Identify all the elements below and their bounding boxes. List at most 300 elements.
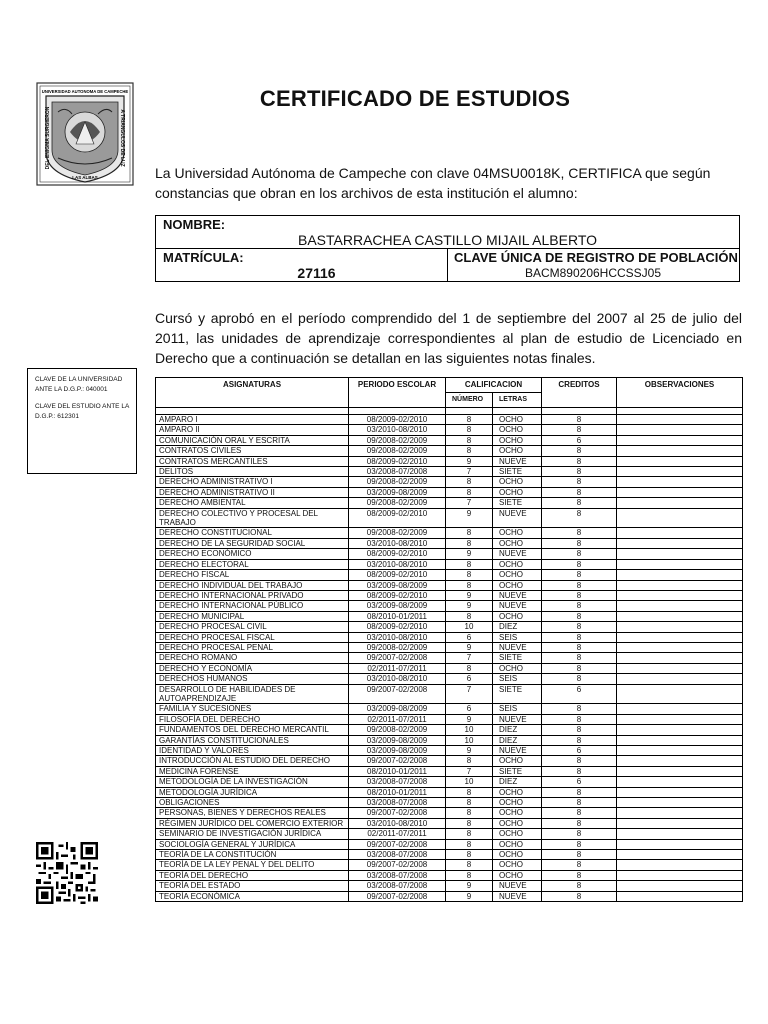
clave-estudio: CLAVE DEL ESTUDIO ANTE LA D.G.P.: 612301 xyxy=(35,403,129,420)
cell-numero: 9 xyxy=(446,508,493,528)
cell-periodo: 09/2007-02/2008 xyxy=(349,891,446,901)
header-observaciones: OBSERVACIONES xyxy=(617,378,743,408)
table-row xyxy=(156,684,743,704)
cell-periodo: 03/2008-07/2008 xyxy=(349,798,446,808)
cell-letras: NUEVE xyxy=(493,549,542,559)
cell-letras: OCHO xyxy=(493,860,542,870)
cell-letras: SIETE xyxy=(493,653,542,663)
cell-observaciones xyxy=(617,487,743,497)
cell-observaciones xyxy=(617,477,743,487)
cell-asignatura: COMUNICACIÓN ORAL Y ESCRITA xyxy=(156,435,349,445)
cell-periodo: 08/2010-01/2011 xyxy=(349,766,446,776)
cell-asignatura: DERECHO COLECTIVO Y PROCESAL DEL TRABAJO xyxy=(156,508,349,528)
cell-creditos: 8 xyxy=(542,735,617,745)
cell-observaciones xyxy=(617,446,743,456)
course-paragraph: Cursó y aprobó en el período comprendido del 1 de septiembre del 2007 al 25 de julio del 2011, las unidades de aprendizaje correspondientes al plan de estudio de Licenciado en Derecho que a continuación se detallan en las siguientes notas finales. xyxy=(155,310,742,366)
table-row xyxy=(156,808,743,818)
cell-letras: OCHO xyxy=(493,538,542,548)
cell-creditos: 8 xyxy=(542,601,617,611)
table-row xyxy=(156,725,743,735)
cell-numero: 8 xyxy=(446,808,493,818)
cell-asignatura: SOCIOLOGÍA GENERAL Y JURÍDICA xyxy=(156,839,349,849)
cell-letras: OCHO xyxy=(493,559,542,569)
cell-asignatura: DERECHOS HUMANOS xyxy=(156,674,349,684)
cell-numero: 8 xyxy=(446,870,493,880)
header-periodo: PERIODO ESCOLAR xyxy=(349,378,446,408)
cell-periodo: 03/2008-07/2008 xyxy=(349,870,446,880)
cell-letras: OCHO xyxy=(493,808,542,818)
cell-periodo: 03/2010-08/2010 xyxy=(349,559,446,569)
cell-creditos: 8 xyxy=(542,766,617,776)
cell-periodo: 08/2009-02/2010 xyxy=(349,622,446,632)
cell-creditos: 8 xyxy=(542,622,617,632)
matricula-value: 27116 xyxy=(297,265,336,281)
cell-numero: 9 xyxy=(446,549,493,559)
table-row xyxy=(156,891,743,901)
cell-asignatura: OBLIGACIONES xyxy=(156,798,349,808)
cell-numero: 8 xyxy=(446,829,493,839)
cell-periodo: 08/2009-02/2010 xyxy=(349,549,446,559)
cell-letras: OCHO xyxy=(493,850,542,860)
cell-observaciones xyxy=(617,601,743,611)
cell-numero: 7 xyxy=(446,653,493,663)
cell-creditos: 8 xyxy=(542,839,617,849)
table-row xyxy=(156,777,743,787)
cell-periodo: 02/2011-07/2011 xyxy=(349,829,446,839)
cell-creditos: 8 xyxy=(542,756,617,766)
table-row xyxy=(156,787,743,797)
cell-creditos: 8 xyxy=(542,570,617,580)
table-row xyxy=(156,580,743,590)
cell-letras: SEIS xyxy=(493,632,542,642)
cell-numero: 8 xyxy=(446,528,493,538)
cell-creditos: 8 xyxy=(542,787,617,797)
cell-periodo: 08/2010-01/2011 xyxy=(349,787,446,797)
cell-periodo: 02/2011-07/2011 xyxy=(349,663,446,673)
cell-numero: 9 xyxy=(446,456,493,466)
cell-periodo: 03/2008-07/2008 xyxy=(349,881,446,891)
cell-creditos: 8 xyxy=(542,456,617,466)
cell-letras: NUEVE xyxy=(493,590,542,600)
document-title: CERTIFICADO DE ESTUDIOS xyxy=(259,86,571,111)
cell-periodo: 09/2008-02/2009 xyxy=(349,725,446,735)
cell-numero: 8 xyxy=(446,756,493,766)
cell-asignatura: CONTRATOS MERCANTILES xyxy=(156,456,349,466)
table-row xyxy=(156,477,743,487)
cell-observaciones xyxy=(617,508,743,528)
cell-observaciones xyxy=(617,704,743,714)
table-row xyxy=(156,611,743,621)
cell-creditos: 8 xyxy=(542,642,617,652)
cell-letras: OCHO xyxy=(493,425,542,435)
cell-asignatura: RÉGIMEN JURÍDICO DEL COMERCIO EXTERIOR xyxy=(156,818,349,828)
clave-universidad: CLAVE DE LA UNIVERSIDAD ANTE LA D.G.P.: 040001 xyxy=(35,376,123,393)
cell-asignatura: TEORÍA DEL DERECHO xyxy=(156,870,349,880)
table-row xyxy=(156,714,743,724)
name-label: NOMBRE: xyxy=(163,217,226,232)
cell-observaciones xyxy=(617,777,743,787)
cell-asignatura: DERECHO ADMINISTRATIVO I xyxy=(156,477,349,487)
cell-creditos: 6 xyxy=(542,684,617,704)
cell-periodo: 09/2008-02/2009 xyxy=(349,477,446,487)
cell-numero: 6 xyxy=(446,674,493,684)
cell-numero: 8 xyxy=(446,487,493,497)
cell-observaciones xyxy=(617,632,743,642)
cell-creditos: 8 xyxy=(542,891,617,901)
header-calificacion: CALIFICACION xyxy=(446,378,542,393)
cell-creditos: 8 xyxy=(542,798,617,808)
cell-asignatura: CONTRATOS CIVILES xyxy=(156,446,349,456)
cell-creditos: 6 xyxy=(542,435,617,445)
cell-numero: 9 xyxy=(446,590,493,600)
cell-periodo: 03/2010-08/2010 xyxy=(349,674,446,684)
cell-asignatura: DERECHO PROCESAL CIVIL xyxy=(156,622,349,632)
cell-observaciones xyxy=(617,456,743,466)
table-row xyxy=(156,425,743,435)
cell-observaciones xyxy=(617,829,743,839)
cell-asignatura: GARANTÍAS CONSTITUCIONALES xyxy=(156,735,349,745)
cell-asignatura: DERECHO ROMANO xyxy=(156,653,349,663)
table-row xyxy=(156,508,743,528)
cell-observaciones xyxy=(617,467,743,477)
cell-numero: 8 xyxy=(446,559,493,569)
cell-observaciones xyxy=(617,808,743,818)
cell-letras: OCHO xyxy=(493,829,542,839)
cell-letras: OCHO xyxy=(493,870,542,880)
table-row xyxy=(156,415,743,425)
cell-asignatura: IDENTIDAD Y VALORES xyxy=(156,746,349,756)
cell-creditos: 8 xyxy=(542,881,617,891)
cell-creditos: 8 xyxy=(542,590,617,600)
cell-letras: NUEVE xyxy=(493,508,542,528)
cell-asignatura: FILOSOFÍA DEL DERECHO xyxy=(156,714,349,724)
cell-creditos: 6 xyxy=(542,777,617,787)
student-name: BASTARRACHEA CASTILLO MIJAIL ALBERTO xyxy=(297,232,598,248)
cell-asignatura: DERECHO INDIVIDUAL DEL TRABAJO xyxy=(156,580,349,590)
table-row xyxy=(156,549,743,559)
cell-asignatura: TEORÍA DE LA LEY PENAL Y DEL DELITO xyxy=(156,860,349,870)
cell-asignatura: DERECHO PROCESAL FISCAL xyxy=(156,632,349,642)
cell-creditos: 8 xyxy=(542,870,617,880)
cell-letras: OCHO xyxy=(493,487,542,497)
cell-creditos: 8 xyxy=(542,611,617,621)
table-row xyxy=(156,766,743,776)
header-letras: LETRAS xyxy=(493,393,542,408)
cell-observaciones xyxy=(617,590,743,600)
cell-letras: NUEVE xyxy=(493,642,542,652)
cell-numero: 7 xyxy=(446,684,493,704)
cell-periodo: 08/2010-01/2011 xyxy=(349,611,446,621)
cell-asignatura: DERECHO PROCESAL PENAL xyxy=(156,642,349,652)
cell-observaciones xyxy=(617,891,743,901)
table-row xyxy=(156,653,743,663)
cell-creditos: 8 xyxy=(542,580,617,590)
cell-observaciones xyxy=(617,746,743,756)
cell-numero: 9 xyxy=(446,881,493,891)
cell-periodo: 03/2009-08/2009 xyxy=(349,601,446,611)
cell-periodo: 03/2010-08/2010 xyxy=(349,538,446,548)
cell-periodo: 09/2008-02/2009 xyxy=(349,435,446,445)
cell-numero: 9 xyxy=(446,714,493,724)
table-row xyxy=(156,850,743,860)
cell-observaciones xyxy=(617,642,743,652)
grades-table-body xyxy=(156,408,743,902)
cell-asignatura: TEORÍA DEL ESTADO xyxy=(156,881,349,891)
cell-creditos: 8 xyxy=(542,860,617,870)
cell-observaciones xyxy=(617,528,743,538)
cell-asignatura: AMPARO II xyxy=(156,425,349,435)
cell-periodo: 03/2008-07/2008 xyxy=(349,467,446,477)
table-row xyxy=(156,456,743,466)
cell-numero: 8 xyxy=(446,570,493,580)
cell-numero: 9 xyxy=(446,891,493,901)
cell-creditos: 8 xyxy=(542,714,617,724)
cell-periodo: 03/2010-08/2010 xyxy=(349,632,446,642)
cell-observaciones xyxy=(617,818,743,828)
cell-observaciones xyxy=(617,653,743,663)
cell-numero: 8 xyxy=(446,850,493,860)
cell-asignatura: DERECHO DE LA SEGURIDAD SOCIAL xyxy=(156,538,349,548)
cell-creditos: 8 xyxy=(542,653,617,663)
cell-periodo: 09/2007-02/2008 xyxy=(349,839,446,849)
cell-creditos: 8 xyxy=(542,663,617,673)
cell-periodo: 03/2009-08/2009 xyxy=(349,746,446,756)
cell-periodo: 09/2007-02/2008 xyxy=(349,684,446,704)
cell-creditos: 8 xyxy=(542,704,617,714)
cell-letras: SIETE xyxy=(493,498,542,508)
cell-asignatura: METODOLOGÍA JURÍDICA xyxy=(156,787,349,797)
cell-periodo: 03/2010-08/2010 xyxy=(349,818,446,828)
cell-periodo: 03/2008-07/2008 xyxy=(349,850,446,860)
cell-observaciones xyxy=(617,787,743,797)
cell-creditos: 8 xyxy=(542,467,617,477)
cell-creditos: 8 xyxy=(542,425,617,435)
cell-asignatura: DERECHO ECONÓMICO xyxy=(156,549,349,559)
cell-periodo: 09/2007-02/2008 xyxy=(349,808,446,818)
cell-creditos: 8 xyxy=(542,446,617,456)
cell-periodo: 03/2009-08/2009 xyxy=(349,487,446,497)
grades-table xyxy=(155,377,743,902)
cell-numero: 8 xyxy=(446,860,493,870)
cell-periodo: 09/2008-02/2009 xyxy=(349,498,446,508)
cell-creditos: 8 xyxy=(542,549,617,559)
cell-letras: SIETE xyxy=(493,766,542,776)
cell-letras: NUEVE xyxy=(493,746,542,756)
intro-paragraph: La Universidad Autónoma de Campeche con clave 04MSU0018K, CERTIFICA que según constancias que obran en los archivos de esta institución el alumno: xyxy=(155,165,711,201)
table-row xyxy=(156,487,743,497)
table-row xyxy=(156,663,743,673)
cell-numero: 10 xyxy=(446,622,493,632)
cell-creditos: 8 xyxy=(542,477,617,487)
cell-observaciones xyxy=(617,798,743,808)
cell-letras: OCHO xyxy=(493,787,542,797)
cell-observaciones xyxy=(617,580,743,590)
cell-letras: OCHO xyxy=(493,528,542,538)
table-row xyxy=(156,559,743,569)
cell-asignatura: DESARROLLO DE HABILIDADES DE AUTOAPRENDIZAJE xyxy=(156,684,349,704)
cell-observaciones xyxy=(617,663,743,673)
cell-creditos: 8 xyxy=(542,559,617,569)
cell-observaciones xyxy=(617,425,743,435)
cell-letras: OCHO xyxy=(493,446,542,456)
cell-asignatura: MEDICINA FORENSE xyxy=(156,766,349,776)
cell-asignatura: DERECHO Y ECONOMÍA xyxy=(156,663,349,673)
cell-asignatura: FUNDAMENTOS DEL DERECHO MERCANTIL xyxy=(156,725,349,735)
cell-asignatura: DELITOS xyxy=(156,467,349,477)
cell-letras: OCHO xyxy=(493,798,542,808)
cell-periodo: 09/2007-02/2008 xyxy=(349,653,446,663)
cell-creditos: 8 xyxy=(542,415,617,425)
table-row xyxy=(156,498,743,508)
cell-numero: 8 xyxy=(446,839,493,849)
cell-creditos: 8 xyxy=(542,528,617,538)
cell-numero: 8 xyxy=(446,415,493,425)
table-row xyxy=(156,570,743,580)
cell-asignatura: DERECHO INTERNACIONAL PRIVADO xyxy=(156,590,349,600)
cell-asignatura: DERECHO FISCAL xyxy=(156,570,349,580)
cell-letras: SIETE xyxy=(493,467,542,477)
cell-asignatura: DERECHO AMBIENTAL xyxy=(156,498,349,508)
cell-observaciones xyxy=(617,714,743,724)
header-creditos: CREDITOS xyxy=(542,378,617,408)
cell-observaciones xyxy=(617,611,743,621)
cell-letras: OCHO xyxy=(493,611,542,621)
table-row xyxy=(156,674,743,684)
curp-label: CLAVE ÚNICA DE REGISTRO DE POBLACIÓN xyxy=(454,250,738,265)
cell-periodo: 03/2009-08/2009 xyxy=(349,704,446,714)
cell-periodo: 08/2009-02/2010 xyxy=(349,456,446,466)
cell-numero: 8 xyxy=(446,477,493,487)
cell-observaciones xyxy=(617,570,743,580)
table-row xyxy=(156,746,743,756)
cell-asignatura: METODOLOGÍA DE LA INVESTIGACIÓN xyxy=(156,777,349,787)
cell-letras: OCHO xyxy=(493,663,542,673)
cell-periodo: 09/2007-02/2008 xyxy=(349,860,446,870)
cell-periodo: 03/2009-08/2009 xyxy=(349,735,446,745)
cell-periodo: 09/2008-02/2009 xyxy=(349,446,446,456)
cell-numero: 8 xyxy=(446,538,493,548)
cell-numero: 8 xyxy=(446,446,493,456)
cell-observaciones xyxy=(617,725,743,735)
cell-observaciones xyxy=(617,860,743,870)
cell-periodo: 09/2008-02/2009 xyxy=(349,642,446,652)
cell-letras: OCHO xyxy=(493,477,542,487)
cell-creditos: 8 xyxy=(542,818,617,828)
cell-creditos: 8 xyxy=(542,487,617,497)
cell-letras: OCHO xyxy=(493,580,542,590)
cell-letras: SEIS xyxy=(493,704,542,714)
cell-letras: SEIS xyxy=(493,674,542,684)
matricula-label: MATRÍCULA: xyxy=(163,250,244,265)
cell-periodo: 02/2011-07/2011 xyxy=(349,714,446,724)
cell-numero: 8 xyxy=(446,787,493,797)
cell-periodo: 08/2009-02/2010 xyxy=(349,590,446,600)
clave-box xyxy=(27,368,137,474)
cell-numero: 8 xyxy=(446,435,493,445)
cell-letras: DIEZ xyxy=(493,735,542,745)
cell-numero: 6 xyxy=(446,632,493,642)
cell-letras: DIEZ xyxy=(493,725,542,735)
table-row xyxy=(156,818,743,828)
cell-asignatura: DERECHO CONSTITUCIONAL xyxy=(156,528,349,538)
cell-letras: SIETE xyxy=(493,684,542,704)
cell-letras: NUEVE xyxy=(493,714,542,724)
cell-periodo: 03/2010-08/2010 xyxy=(349,425,446,435)
header-asignaturas: ASIGNATURAS xyxy=(156,378,349,408)
cell-numero: 10 xyxy=(446,725,493,735)
cell-observaciones xyxy=(617,881,743,891)
cell-asignatura: DERECHO MUNICIPAL xyxy=(156,611,349,621)
cell-observaciones xyxy=(617,435,743,445)
cell-asignatura: TEORÍA ECONÓMICA xyxy=(156,891,349,901)
student-info-box xyxy=(155,215,740,282)
table-row xyxy=(156,446,743,456)
cell-observaciones xyxy=(617,735,743,745)
table-row xyxy=(156,642,743,652)
cell-numero: 10 xyxy=(446,735,493,745)
cell-numero: 8 xyxy=(446,818,493,828)
cell-numero: 8 xyxy=(446,611,493,621)
cell-letras: OCHO xyxy=(493,570,542,580)
cell-letras: NUEVE xyxy=(493,601,542,611)
header-numero: NÚMERO xyxy=(446,393,493,408)
cell-creditos: 8 xyxy=(542,808,617,818)
cell-periodo: 09/2007-02/2008 xyxy=(349,756,446,766)
table-row xyxy=(156,756,743,766)
cell-periodo: 03/2008-07/2008 xyxy=(349,777,446,787)
cell-asignatura: AMPARO I xyxy=(156,415,349,425)
table-row xyxy=(156,435,743,445)
cell-periodo: 03/2009-08/2009 xyxy=(349,580,446,590)
table-row xyxy=(156,839,743,849)
curp-value: BACM890206HCCSSJ05 xyxy=(524,266,662,280)
table-row xyxy=(156,735,743,745)
cell-letras: NUEVE xyxy=(493,891,542,901)
cell-numero: 9 xyxy=(446,746,493,756)
cell-observaciones xyxy=(617,684,743,704)
cell-observaciones xyxy=(617,498,743,508)
cell-letras: NUEVE xyxy=(493,456,542,466)
cell-letras: OCHO xyxy=(493,756,542,766)
cell-numero: 9 xyxy=(446,642,493,652)
cell-numero: 8 xyxy=(446,425,493,435)
cell-numero: 8 xyxy=(446,663,493,673)
cell-numero: 8 xyxy=(446,798,493,808)
table-row xyxy=(156,870,743,880)
cell-asignatura: DERECHO ELECTORAL xyxy=(156,559,349,569)
table-row xyxy=(156,829,743,839)
cell-creditos: 8 xyxy=(542,674,617,684)
cell-observaciones xyxy=(617,415,743,425)
cell-creditos: 8 xyxy=(542,498,617,508)
cell-creditos: 8 xyxy=(542,632,617,642)
cell-observaciones xyxy=(617,559,743,569)
table-row xyxy=(156,538,743,548)
seal-text-bottom: LAS ALBAS xyxy=(72,175,98,180)
cell-letras: OCHO xyxy=(493,415,542,425)
cell-periodo: 08/2009-02/2010 xyxy=(349,508,446,528)
cell-numero: 6 xyxy=(446,704,493,714)
cell-observaciones xyxy=(617,756,743,766)
cell-letras: DIEZ xyxy=(493,622,542,632)
cell-creditos: 8 xyxy=(542,829,617,839)
cell-numero: 9 xyxy=(446,601,493,611)
table-row xyxy=(156,798,743,808)
table-row xyxy=(156,590,743,600)
cell-observaciones xyxy=(617,549,743,559)
cell-asignatura: INTRODUCCIÓN AL ESTUDIO DEL DERECHO xyxy=(156,756,349,766)
cell-observaciones xyxy=(617,839,743,849)
